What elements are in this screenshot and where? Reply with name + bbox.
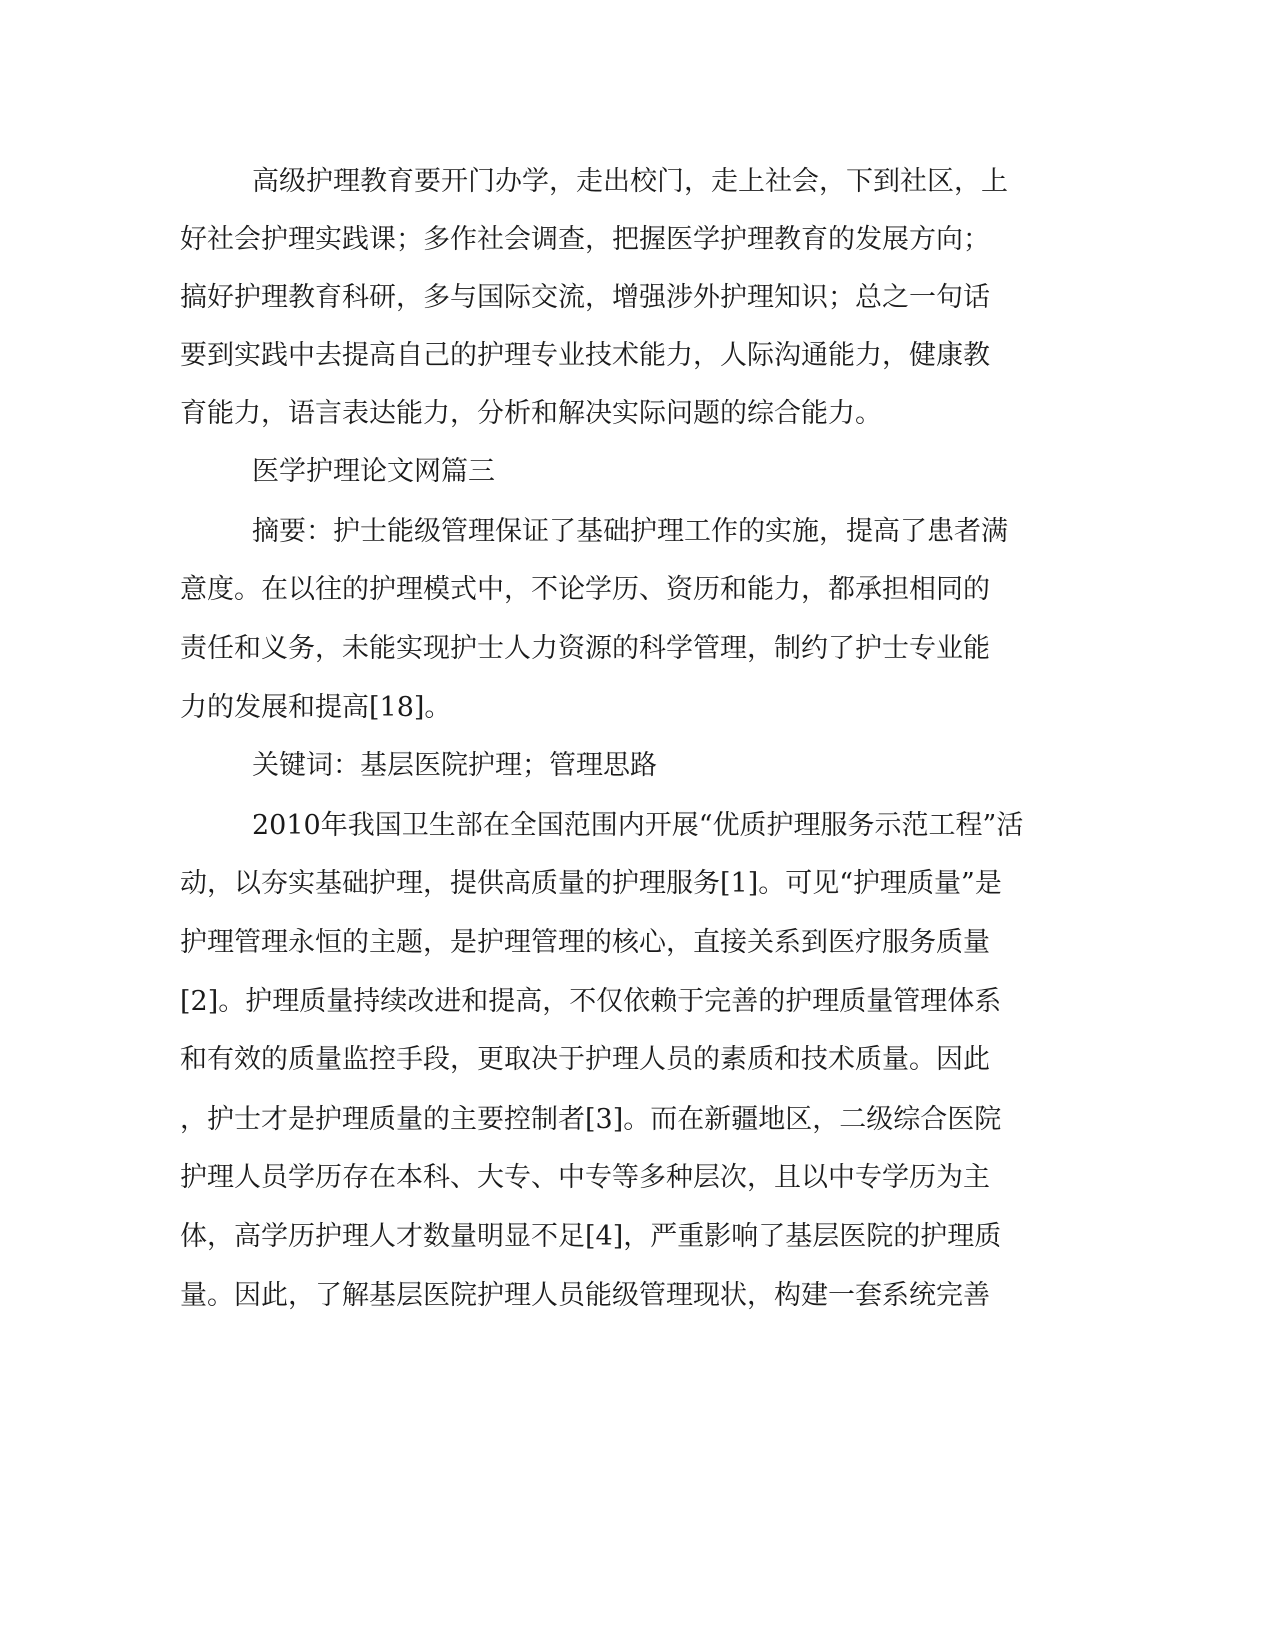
line-text: 高级护理教育要开门办学，走出校门，走上社会，下到社区，上 [252,166,1008,197]
text-line [0,1276,1275,1316]
text-line [0,688,1275,728]
line-text: 力的发展和提高[18]。 [180,692,452,723]
line-text: 摘要：护士能级管理保证了基础护理工作的实施，提高了患者满 [252,516,1008,547]
line-text: 好社会护理实践课；多作社会调查，把握医学护理教育的发展方向； [180,224,990,255]
line-text: 量。因此，了解基层医院护理人员能级管理现状，构建一套系统完善 [180,1280,990,1311]
line-text: 体，高学历护理人才数量明显不足[4]，严重影响了基层医院的护理质 [180,1221,1002,1252]
text-line [0,1158,1275,1198]
line-text: 责任和义务，未能实现护士人力资源的科学管理，制约了护士专业能 [180,633,990,664]
line-text: 意度。在以往的护理模式中，不论学历、资历和能力，都承担相同的 [180,574,990,605]
text-line [0,220,1275,260]
line-text: 动，以夯实基础护理，提供高质量的护理服务[1]。可见“护理质量”是 [180,868,1002,899]
line-text: 搞好护理教育科研，多与国际交流，增强涉外护理知识；总之一句话 [180,282,990,313]
keywords-line [0,746,1275,786]
text-line [0,512,1275,552]
text-line [0,570,1275,610]
line-text: 护理人员学历存在本科、大专、中专等多种层次，且以中专学历为主 [180,1162,990,1193]
heading-text: 医学护理论文网篇三 [252,456,495,487]
line-text: 和有效的质量监控手段，更取决于护理人员的素质和技术质量。因此 [180,1044,990,1075]
line-text: 育能力，语言表达能力，分析和解决实际问题的综合能力。 [180,398,882,429]
line-text: ，护士才是护理质量的主要控制者[3]。而在新疆地区，二级综合医院 [180,1104,1002,1135]
text-line [0,923,1275,963]
text-line [0,1100,1275,1140]
line-text: [2]。护理质量持续改进和提高，不仅依赖于完善的护理质量管理体系 [180,986,1002,1017]
text-line [0,806,1275,846]
text-line [0,278,1275,318]
text-line [0,336,1275,376]
section-heading [0,452,1275,492]
text-line [0,864,1275,904]
text-line [0,162,1275,202]
line-text: 2010年我国卫生部在全国范围内开展“优质护理服务示范工程”活 [252,810,1024,841]
text-line [0,982,1275,1022]
line-text: 护理管理永恒的主题，是护理管理的核心，直接关系到医疗服务质量 [180,927,990,958]
line-text: 要到实践中去提高自己的护理专业技术能力，人际沟通能力，健康教 [180,340,990,371]
text-line [0,394,1275,434]
keywords-text: 关键词：基层医院护理；管理思路 [252,750,657,781]
text-line [0,1217,1275,1257]
text-line [0,629,1275,669]
text-line [0,1040,1275,1080]
